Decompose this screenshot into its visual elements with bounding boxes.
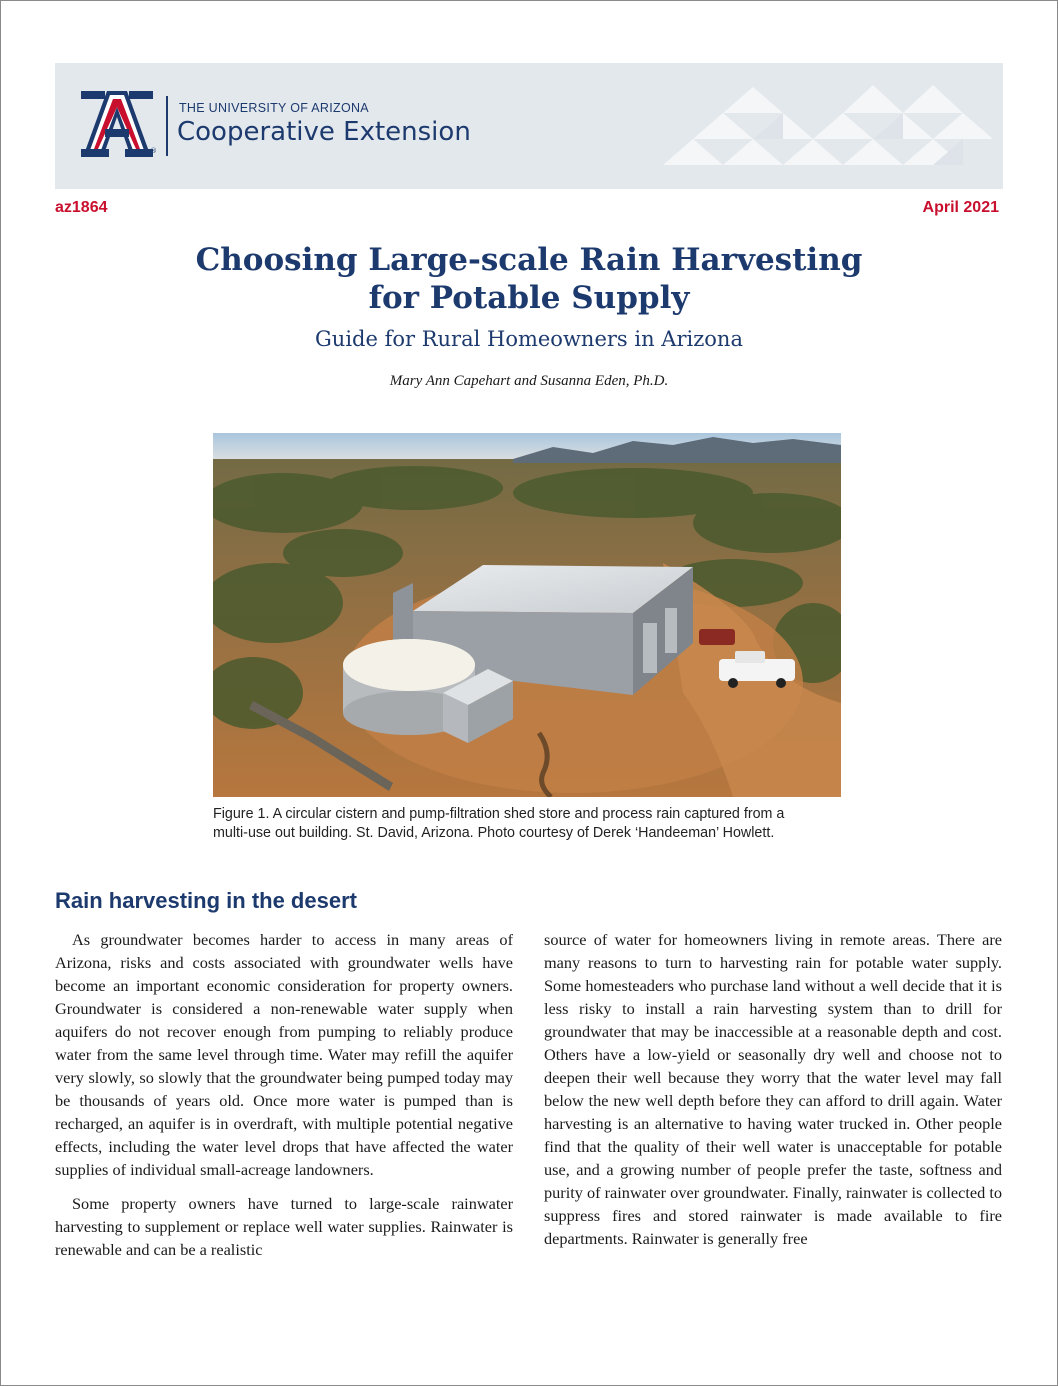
caption-line-2: multi-use out building. St. David, Arizona. Photo courtesy of Derek ‘Handeeman’ Howlett. xyxy=(213,825,775,841)
paragraph: source of water for homeowners living in remote areas. There are many reasons to turn to harvesting rain for potable water supply. Some homesteaders who purchase land without a well decide that it is less risky to install a rain harvesting system than to drill for groundwater that may be inaccessible at a reasonable depth and cost. Others have a low-yield or seasonally dry well and choose not to deepen their well because they worry that the water level may fall below the new well depth before they can afford to drill again. Water harvesting is an alternative to having water trucked in. Other people find that the quality of their well water is unacceptable for potable use, and a growing number of people prefer the taste, softness and purity of rainwater over groundwater. Finally, rainwater is collected to suppress fires and stored rainwater is made available to fire departments. Rainwater is generally free xyxy=(544,930,1002,1248)
body-column-left xyxy=(55,928,513,1261)
bottom-fade-overlay xyxy=(1,1275,1057,1385)
body-column-right xyxy=(544,928,1002,1250)
paragraph: Some property owners have turned to large-scale rainwater harvesting to supplement or replace well water supplies. Rainwater is renewable and can be a realistic xyxy=(55,1194,513,1259)
header-banner xyxy=(55,63,1003,189)
caption-line-1: Figure 1. A circular cistern and pump-filtration shed store and process rain captured from a xyxy=(213,806,785,822)
logo-divider xyxy=(166,96,168,156)
title-line-1: Choosing Large-scale Rain Harvesting xyxy=(195,242,863,278)
document-title xyxy=(1,241,1057,317)
university-name: THE UNIVERSITY OF ARIZONA xyxy=(179,101,369,115)
section-heading: Rain harvesting in the desert xyxy=(55,888,357,913)
publication-code: az1864 xyxy=(55,199,108,216)
triangle-pattern-decoration xyxy=(583,63,1003,189)
paragraph: As groundwater becomes harder to access in many areas of Arizona, risks and costs associated with groundwater wells have become an important economic consideration for property owners. Groundwater is considered a non-renewable water supply when aquifers do not recover enough from pumping to reliably produce water from the same level through time. Water may refill the aquifer very slowly, so slowly that the groundwater being pumped today may be thousands of years old. Once more water is pumped than is recharged, an aquifer is in overdraft, with multiple potential negative effects, including the water level drops that have affected the water supplies of individual small-acreage landowners. xyxy=(55,930,513,1179)
unit-name: Cooperative Extension xyxy=(177,117,471,147)
title-line-2: for Potable Supply xyxy=(368,280,690,316)
figure-caption xyxy=(213,805,853,843)
university-logo-icon xyxy=(81,91,153,157)
aerial-photo-cistern-building xyxy=(213,433,841,797)
publication-date: April 2021 xyxy=(922,199,999,216)
authors: Mary Ann Capehart and Susanna Eden, Ph.D. xyxy=(389,373,669,389)
document-subtitle: Guide for Rural Homeowners in Arizona xyxy=(315,327,743,351)
registered-mark: ® xyxy=(150,147,157,155)
